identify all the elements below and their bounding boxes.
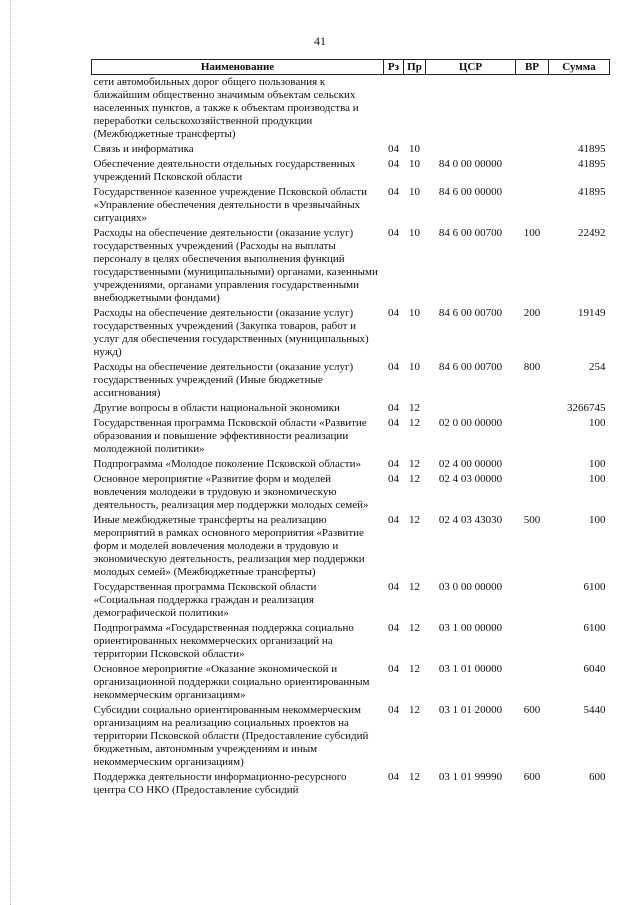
cell-rz: 04 bbox=[388, 186, 399, 198]
cell-rz: 04 bbox=[388, 581, 399, 593]
cell-sum: 100 bbox=[589, 417, 606, 429]
table-row bbox=[92, 770, 610, 798]
scan-edge bbox=[10, 0, 12, 905]
cell-csr: 84 0 00 00000 bbox=[438, 158, 503, 170]
cell-rz: 04 bbox=[388, 622, 399, 634]
budget-table bbox=[91, 59, 610, 798]
cell-rz: 04 bbox=[388, 458, 399, 470]
table-row bbox=[92, 662, 610, 703]
cell-csr: 03 0 00 00000 bbox=[438, 581, 503, 593]
cell-pr: 10 bbox=[409, 186, 420, 198]
table-row bbox=[92, 401, 610, 416]
cell-pr: 12 bbox=[409, 704, 420, 716]
header-csr: ЦСР bbox=[426, 60, 516, 75]
header-rz: Рз bbox=[384, 60, 404, 75]
table-row bbox=[92, 142, 610, 157]
cell-rz: 04 bbox=[388, 663, 399, 675]
cell-csr: 03 1 00 00000 bbox=[438, 622, 503, 634]
header-vr: ВР bbox=[516, 60, 549, 75]
cell-csr: 03 1 01 20000 bbox=[438, 704, 503, 716]
cell-name: Расходы на обеспечение деятельности (оказание услуг) государственных учреждений (Иные бюджетные ассигнования) bbox=[93, 361, 354, 399]
cell-csr bbox=[426, 75, 516, 143]
cell-vr: 600 bbox=[523, 704, 541, 716]
header-pr: Пр bbox=[404, 60, 426, 75]
cell-vr bbox=[516, 621, 549, 662]
cell-name: Основное мероприятие «Развитие форм и моделей вовлечения молодежи в трудовую и экономическую деятельность, реализация мер поддержки молодых семей» bbox=[93, 473, 369, 511]
cell-sum: 6040 bbox=[583, 663, 606, 675]
cell-sum: 19149 bbox=[578, 307, 606, 319]
cell-sum: 100 bbox=[589, 514, 606, 526]
cell-csr: 02 0 00 00000 bbox=[438, 417, 503, 429]
cell-pr: 10 bbox=[409, 143, 420, 155]
cell-vr bbox=[516, 75, 549, 143]
cell-sum bbox=[549, 75, 610, 143]
cell-vr: 800 bbox=[523, 361, 541, 373]
cell-sum: 6100 bbox=[583, 581, 606, 593]
cell-pr: 12 bbox=[409, 771, 420, 783]
cell-sum: 3266745 bbox=[567, 402, 606, 414]
cell-csr: 84 6 00 00000 bbox=[438, 186, 503, 198]
table-row bbox=[92, 75, 610, 143]
cell-name: Основное мероприятие «Оказание экономической и организационной поддержки социально ориентированным некоммерческим организациям» bbox=[93, 663, 370, 701]
cell-csr bbox=[426, 142, 516, 157]
table-body bbox=[92, 75, 610, 799]
header-name: Наименование bbox=[92, 60, 384, 75]
cell-pr: 12 bbox=[409, 663, 420, 675]
cell-name: Расходы на обеспечение деятельности (оказание услуг) государственных учреждений (Расходы на выплаты персоналу в целях обеспечения выполнения функций государственными (муниципальными) органами, казенными учреждениями, органами управления государственными внебюджетными фондами) bbox=[93, 227, 378, 304]
cell-name: сети автомобильных дорог общего пользования к ближайшим общественно значимым объектам сельских населенных пунктов, а также к объектам производства и переработки сельскохозяйственной продукции (Межбюджетные трансферты) bbox=[93, 76, 359, 140]
cell-pr: 12 bbox=[409, 514, 420, 526]
cell-name: Связь и информатика bbox=[93, 143, 194, 155]
cell-csr: 02 4 03 00000 bbox=[438, 473, 503, 485]
cell-sum: 254 bbox=[589, 361, 606, 373]
cell-sum: 41895 bbox=[578, 143, 606, 155]
cell-pr bbox=[404, 75, 426, 143]
cell-vr bbox=[516, 580, 549, 621]
cell-csr: 84 6 00 00700 bbox=[438, 361, 503, 373]
cell-rz: 04 bbox=[388, 227, 399, 239]
cell-name: Государственная программа Псковской области «Развитие образования и повышение эффективности реализации молодежной политики» bbox=[93, 417, 367, 455]
cell-pr: 10 bbox=[409, 158, 420, 170]
cell-pr: 12 bbox=[409, 402, 420, 414]
cell-name: Подпрограмма «Государственная поддержка социально ориентированных некоммерческих организаций на территории Псковской области» bbox=[93, 622, 354, 660]
cell-vr bbox=[516, 142, 549, 157]
cell-rz: 04 bbox=[388, 771, 399, 783]
table-row bbox=[92, 472, 610, 513]
cell-csr: 84 6 00 00700 bbox=[438, 307, 503, 319]
table-row bbox=[92, 185, 610, 226]
table-row bbox=[92, 513, 610, 580]
cell-csr: 03 1 01 00000 bbox=[438, 663, 503, 675]
cell-vr bbox=[516, 472, 549, 513]
cell-name: Государственная программа Псковской области «Социальная поддержка граждан и реализация демографической политики» bbox=[93, 581, 317, 619]
cell-vr bbox=[516, 457, 549, 472]
table-row bbox=[92, 703, 610, 770]
cell-pr: 12 bbox=[409, 458, 420, 470]
header-sum: Сумма bbox=[549, 60, 610, 75]
cell-vr bbox=[516, 662, 549, 703]
cell-rz: 04 bbox=[388, 307, 399, 319]
table-row bbox=[92, 360, 610, 401]
cell-pr: 12 bbox=[409, 581, 420, 593]
cell-name: Поддержка деятельности информационно-ресурсного центра СО НКО (Предоставление субсидий bbox=[93, 771, 347, 796]
cell-vr bbox=[516, 157, 549, 185]
cell-rz: 04 bbox=[388, 361, 399, 373]
cell-vr bbox=[516, 185, 549, 226]
table-row bbox=[92, 621, 610, 662]
cell-csr: 02 4 00 00000 bbox=[438, 458, 503, 470]
table-row bbox=[92, 157, 610, 185]
cell-rz: 04 bbox=[388, 402, 399, 414]
cell-name: Субсидии социально ориентированным некоммерческим организациям на реализацию социальных проектов на территории Псковской области (Предоставление субсидий бюджетным, автономным учреждениям и иным некоммерческим организациям) bbox=[93, 704, 369, 768]
cell-name: Подпрограмма «Молодое поколение Псковской области» bbox=[93, 458, 362, 470]
cell-pr: 10 bbox=[409, 307, 420, 319]
cell-rz: 04 bbox=[388, 473, 399, 485]
cell-pr: 10 bbox=[409, 361, 420, 373]
cell-rz: 04 bbox=[388, 143, 399, 155]
cell-sum: 100 bbox=[589, 458, 606, 470]
cell-pr: 10 bbox=[409, 227, 420, 239]
cell-name: Расходы на обеспечение деятельности (оказание услуг) государственных учреждений (Закупка товаров, работ и услуг для обеспечения государственных (муниципальных) нужд) bbox=[93, 307, 369, 358]
cell-sum: 6100 bbox=[583, 622, 606, 634]
cell-vr bbox=[516, 416, 549, 457]
cell-sum: 100 bbox=[589, 473, 606, 485]
table-row bbox=[92, 457, 610, 472]
cell-rz bbox=[384, 75, 404, 143]
cell-csr bbox=[426, 401, 516, 416]
table-row bbox=[92, 226, 610, 306]
cell-vr bbox=[516, 401, 549, 416]
cell-csr: 84 6 00 00700 bbox=[438, 227, 503, 239]
cell-sum: 600 bbox=[589, 771, 606, 783]
table-row bbox=[92, 306, 610, 360]
cell-sum: 41895 bbox=[578, 158, 606, 170]
cell-rz: 04 bbox=[388, 158, 399, 170]
cell-rz: 04 bbox=[388, 704, 399, 716]
cell-name: Иные межбюджетные трансферты на реализацию мероприятий в рамках основного мероприятия «Развитие форм и моделей вовлечения молодежи в трудовую и экономическую деятельность, реализация мер поддержки молодых семей» (Межбюджетные трансферты) bbox=[93, 514, 365, 578]
page-number: 41 bbox=[314, 34, 326, 48]
cell-vr: 500 bbox=[523, 514, 541, 526]
cell-sum: 22492 bbox=[578, 227, 606, 239]
cell-sum: 41895 bbox=[578, 186, 606, 198]
cell-rz: 04 bbox=[388, 514, 399, 526]
cell-csr: 02 4 03 43030 bbox=[438, 514, 503, 526]
cell-name: Обеспечение деятельности отдельных государственных учреждений Псковской области bbox=[93, 158, 356, 183]
cell-name: Государственное казенное учреждение Псковской области «Управление обеспечения деятельности в чрезвычайных ситуациях» bbox=[93, 186, 367, 224]
cell-vr: 100 bbox=[523, 227, 541, 239]
cell-pr: 12 bbox=[409, 417, 420, 429]
cell-csr: 03 1 01 99990 bbox=[438, 771, 503, 783]
cell-sum: 5440 bbox=[583, 704, 606, 716]
cell-vr: 200 bbox=[523, 307, 541, 319]
table-row bbox=[92, 416, 610, 457]
cell-pr: 12 bbox=[409, 473, 420, 485]
cell-name: Другие вопросы в области национальной экономики bbox=[93, 402, 340, 414]
table-header-row bbox=[92, 60, 610, 75]
cell-pr: 12 bbox=[409, 622, 420, 634]
cell-vr: 600 bbox=[523, 771, 541, 783]
cell-rz: 04 bbox=[388, 417, 399, 429]
table-row bbox=[92, 580, 610, 621]
